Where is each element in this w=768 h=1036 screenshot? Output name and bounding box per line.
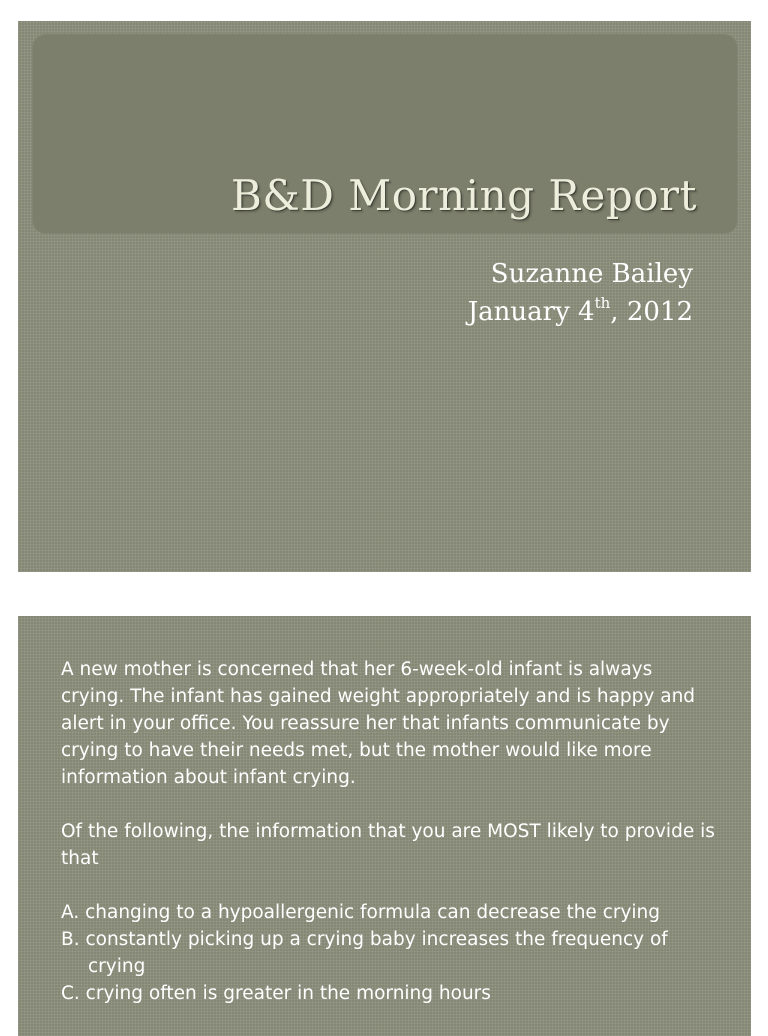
question-body [61,656,721,1007]
slide-title: B&D Morning Report [230,171,697,220]
presenter-name: Suzanne Bailey [490,259,693,289]
date-ordinal-suffix: th [594,294,611,313]
question-stem: Of the following, the information that you are MOST likely to provide is that [61,821,715,869]
answer-option-c: C. crying often is greater in the morning hours [61,983,491,1004]
date-year: , 2012 [610,297,693,327]
answer-option-a: A. changing to a hypoallergenic formula can decrease the crying [61,902,661,923]
presentation-date [468,293,693,331]
title-slide [18,21,751,572]
question-scenario: A new mother is concerned that her 6-week-old infant is always crying. The infant has gained weight appropriately and is happy and alert in your office. You reassure her that infants communicate by crying to have their needs met, but the mother would like more information about infant crying. [61,659,696,788]
date-month-day: January 4 [467,297,595,327]
slide-subtitle [468,255,693,331]
question-slide [18,616,751,1036]
answer-option-b: B. constantly picking up a crying baby increases the frequency of crying [61,929,668,977]
answer-options [61,899,721,1007]
